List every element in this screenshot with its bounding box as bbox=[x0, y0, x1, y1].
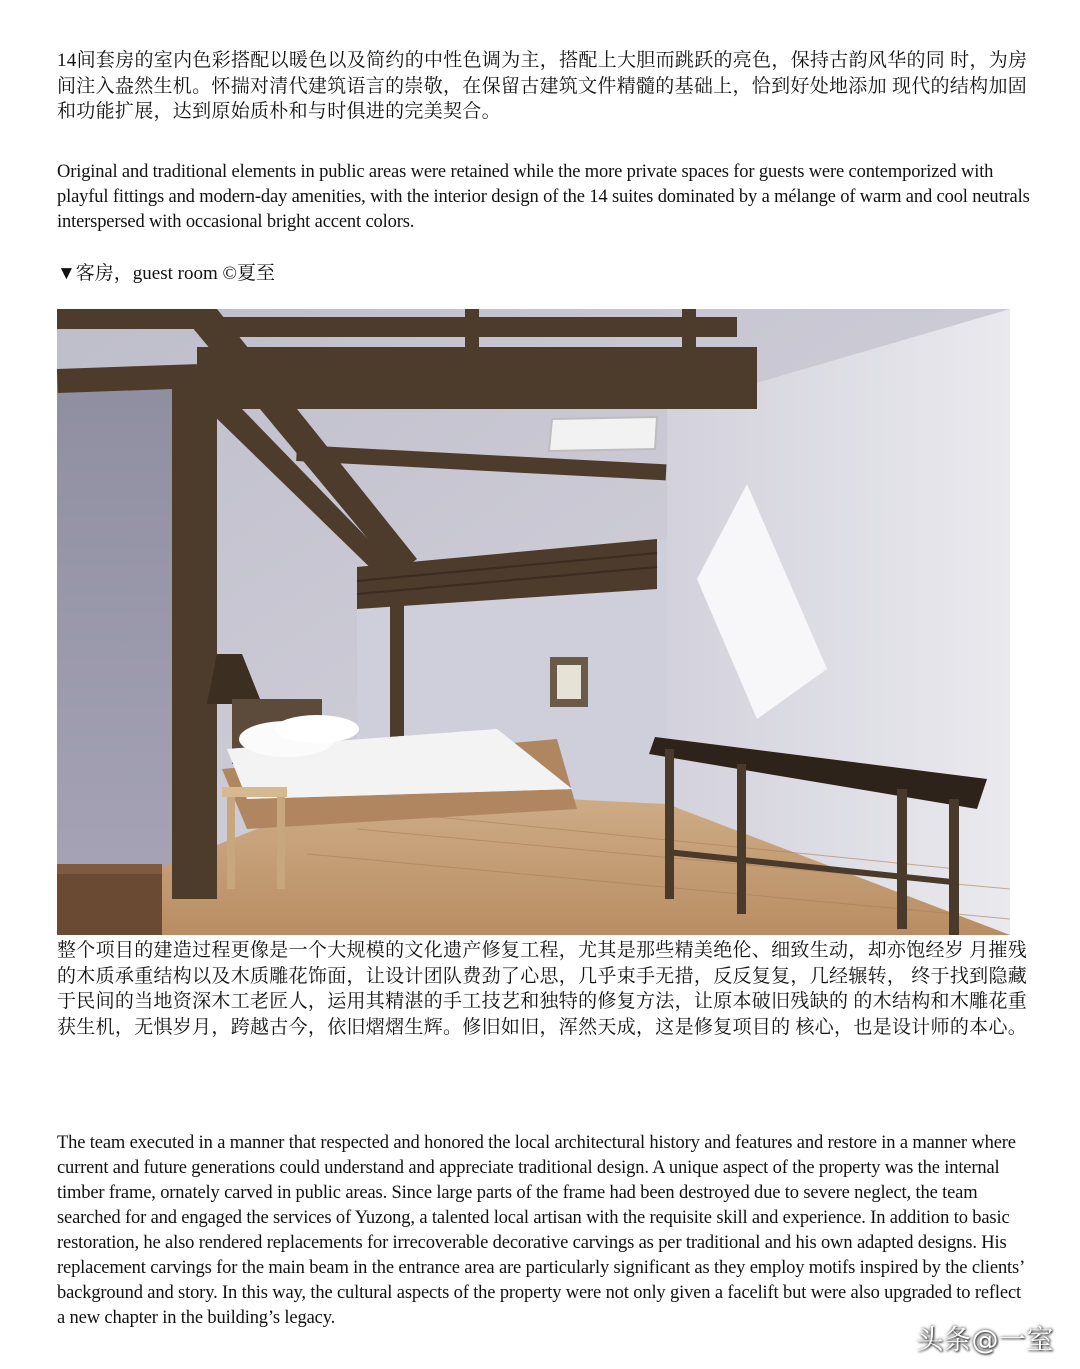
paragraph-cn-restoration: 整个项目的建造过程更像是一个大规模的文化遗产修复工程，尤其是那些精美绝伦、细致生动，却亦饱经岁 月摧残的木质承重结构以及木质雕花饰面，让设计团队费劲了心思，几乎束手无措，反反复复，几经辗转， 终于找到隐藏于民间的当地资深木工老匠人，运用其精湛的手工技艺和独特的修复方法，让原本破旧残缺的 的木结构和木雕花重获生机，无惧岁月，跨越古今，依旧熠熠生辉。修旧如旧，浑然天成，这是修复项目的 核心，也是设计师的本心。 bbox=[57, 940, 1028, 1038]
guest-room-photo bbox=[57, 309, 1010, 935]
paragraph-en-intro: Original and traditional elements in public areas were retained while the more private spaces for guests were contemporized with playful fittings and modern-day amenities, with the interior design of the 14 suites dominated by a mélange of warm and cool neutrals interspersed with occasional bright accent colors. bbox=[57, 162, 1030, 232]
watermark: 头条@一室 bbox=[916, 1325, 1054, 1356]
photo-caption: ▼客房，guest room ©夏至 bbox=[57, 263, 275, 284]
paragraph-en-restoration: The team executed in a manner that respected and honored the local architectural history and features and restore in a manner where current and future generations could understand and appreciate traditional design. A unique aspect of the property was the internal timber frame, ornately carved in public areas. Since large parts of the frame had been destroyed due to severe neglect, the team searched for and engaged the services of Yuzong, a talented local artisan with the requisite skill and experience. In addition to basic restoration, he also rendered replacements for irrecoverable decorative carvings as per traditional and his own adapted designs. His replacement carvings for the main beam in the entrance area are particularly significant as they employ motifs inspired by the clients’ background and story. In this way, the cultural aspects of the property were not only given a facelift but were also upgraded to reflect a new chapter in the building’s legacy. bbox=[57, 1133, 1024, 1328]
paragraph-cn-intro: 14间套房的室内色彩搭配以暖色以及简约的中性色调为主，搭配上大胆而跳跃的亮色，保持古韵风华的同 时，为房间注入盎然生机。怀揣对清代建筑语言的崇敬，在保留古建筑文件精髓的基础上，恰到好处地添加 现代的结构加固和功能扩展，达到原始质朴和与时俱进的完美契合。 bbox=[57, 50, 1028, 122]
